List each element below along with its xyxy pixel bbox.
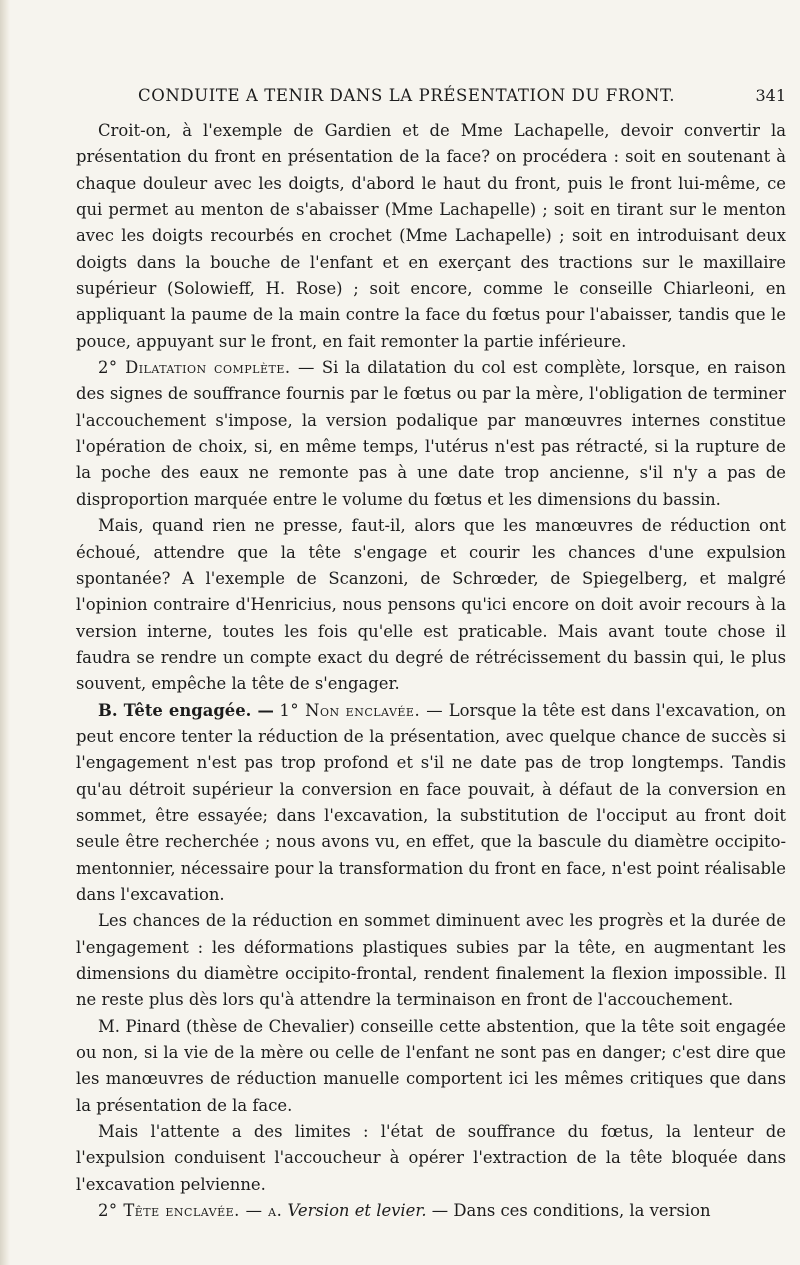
paragraph-7-text: Mais l'attente a des limites : l'état de souffrance du fœtus, la lenteur de l'expulsion conduisent l'accoucheur à opérer l'extraction de la tête bloquée dans l'excavation pelvienne. (76, 1122, 786, 1194)
paragraph-1-text: Croit-on, à l'exemple de Gardien et de Mme Lachapelle, devoir convertir la présentation du front en présentation de la face? on procédera : soit en soutenant à chaque douleur avec les doigts, d'abord le haut du front, puis le front lui-même, ce qui permet au menton de s'abaisser (Mme Lachapelle) ; soit en tirant sur le menton avec les doigts recourbés en crochet (Mme Lachapelle) ; soit en introduisant deux doigts dans la bouche de l'enfant et en exerçant des tractions sur le maxillaire supérieur (Solowieff, H. Rose) ; soit encore, comme le conseille Chiarleoni, en appliquant la paume de la main contre la face du fœtus pour l'abaisser, tandis que le pouce, appuyant sur le front, en fait remonter la partie inférieure. (76, 121, 786, 351)
section-heading-tete-engagee: B. Tête engagée. — (98, 700, 274, 720)
paragraph-3 (76, 513, 786, 697)
body-text (76, 118, 786, 1224)
paragraph-1 (76, 118, 786, 355)
paragraph-6 (76, 1014, 786, 1119)
paragraph-7 (76, 1119, 786, 1198)
paragraph-3-text: Mais, quand rien ne presse, faut-il, alors que les manœuvres de réduction ont échoué, attendre que la tête s'engage et courir les chances d'une expulsion spontanée? A l'exemple de Scanzoni, de Schrœder, de Spiegelberg, et malgré l'opinion contraire d'Henricius, nous pensons qu'ici encore on doit avoir recours à la version interne, toutes les fois qu'elle est praticable. Mais avant toute chose il faudra se rendre un compte exact du degré de rétrécissement du bassin qui, le plus souvent, empêche la tête de s'engager. (76, 516, 786, 694)
paragraph-6-text: M. Pinard (thèse de Chevalier) conseille cette abstention, que la tête soit engagée ou non, si la vie de la mère ou celle de l'enfant ne sont pas en danger; c'est dire que les manœuvres de réduction manuelle comportent ici les mêmes critiques que dans la présentation de la face. (76, 1016, 786, 1115)
subsection-title-version-et-levier: Version et levier. — (287, 1201, 449, 1221)
subsection-heading-tete-enclavee: 2° Tête enclavée. — a. (98, 1201, 283, 1221)
section-heading-dilatation-complete: 2° Dilatation complète. — (98, 358, 315, 378)
paragraph-5-text: Les chances de la réduction en sommet diminuent avec les progrès et la durée de l'engagement : les déformations plastiques subies par la tête, en augmentant les dimensions du diamètre occipito-frontal, rendent finalement la flexion impossible. Il ne reste plus dès lors qu'à attendre la terminaison en front de l'accouchement. (76, 911, 786, 1010)
paragraph-2 (76, 355, 786, 513)
subsection-heading-non-enclavee: 1° Non enclavée. — (279, 700, 444, 720)
page-number: 341 (755, 86, 786, 105)
running-title: CONDUITE A TENIR DANS LA PRÉSENTATION DU FRONT. (138, 86, 676, 105)
paragraph-4-text: Lorsque la tête est dans l'excavation, on peut encore tenter la réduction de la présentation, avec quelque chance de succès si l'engagement n'est pas trop profond et s'il ne date pas de trop longtemps. Tandis qu'au détroit supérieur la conversion en face pouvait, à défaut de la conversion en sommet, être essayée; dans l'excavation, la substitution de l'occiput au front doit seule être recherchée ; nous avons vu, en effet, que la bascule du diamètre occipito-mentonnier, nécessaire pour la transformation du front en face, n'est point réalisable dans l'excavation. (76, 700, 786, 904)
paragraph-2-text: Si la dilatation du col est complète, lorsque, en raison des signes de souffrance fournis par le fœtus ou par la mère, l'obligation de terminer l'accouchement s'impose, la version podalique par manœuvres internes constitue l'opération de choix, si, en même temps, l'utérus n'est pas rétracté, si la rupture de la poche des eaux ne remonte pas à une date trop ancienne, s'il n'y a pas de disproportion marquée entre le volume du fœtus et les dimensions du bassin. (76, 358, 786, 509)
running-head (76, 78, 786, 108)
book-page (76, 78, 786, 1224)
paragraph-8 (76, 1198, 786, 1224)
paragraph-4 (76, 698, 786, 909)
paragraph-8-text: Dans ces conditions, la version (453, 1201, 711, 1221)
page-binding-edge (0, 0, 10, 1265)
paragraph-5 (76, 908, 786, 1013)
